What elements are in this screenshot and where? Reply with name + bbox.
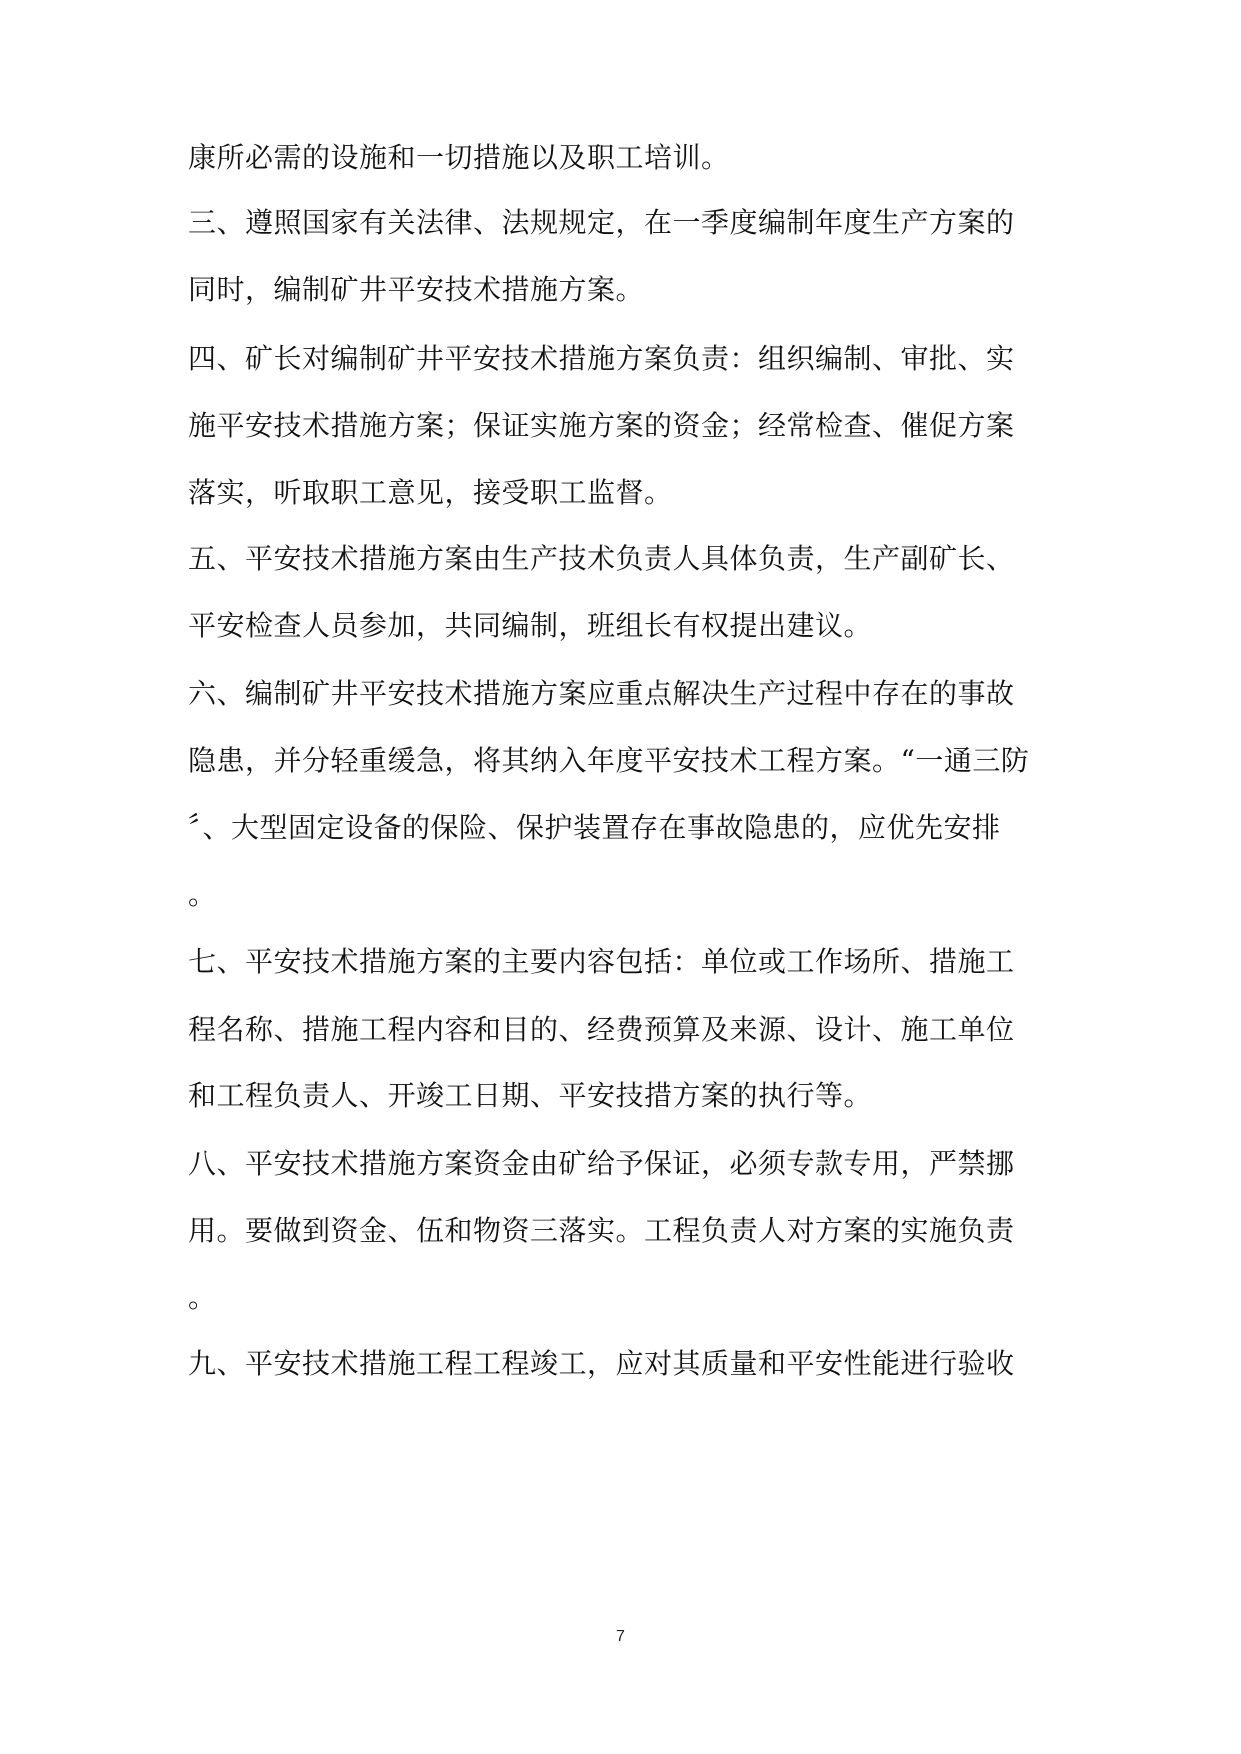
text-line: 隐患，并分轻重缓急，将其纳入年度平安技术工程方案。“一通三防 — [188, 744, 1030, 777]
text-line: 施平安技术措施方案；保证实施方案的资金；经常检查、催促方案 — [188, 409, 1015, 442]
text-line: 用。要做到资金、伍和物资三落实。工程负责人对方案的实施负责 — [188, 1214, 1015, 1247]
text-line: 同时，编制矿井平安技术措施方案。 — [188, 273, 645, 306]
text-line: 和工程负责人、开竣工日期、平安技措方案的执行等。 — [188, 1079, 873, 1112]
text-line: 程名称、措施工程内容和目的、经费预算及来源、设计、施工单位 — [188, 1013, 1015, 1046]
text-line: 平安检查人员参加，共同编制，班组长有权提出建议。 — [188, 609, 873, 642]
text-line: 康所必需的设施和一切措施以及职工培训。 — [188, 141, 730, 174]
text-line: 八、平安技术措施方案资金由矿给予保证，必须专款专用，严禁挪 — [188, 1147, 1015, 1180]
text-line: 五、平安技术措施方案由生产技术负责人具体负责，生产副矿长、 — [188, 542, 1015, 575]
text-line: 三、遵照国家有关法律、法规规定，在一季度编制年度生产方案的 — [188, 206, 1015, 239]
text-line: 。 — [188, 878, 217, 911]
text-line: 九、平安技术措施工程工程竣工，应对其质量和平安性能进行验收 — [188, 1347, 1015, 1380]
page-number: 7 — [616, 1628, 625, 1645]
text-line: 。 — [188, 1281, 217, 1314]
text-line: 六、编制矿井平安技术措施方案应重点解决生产过程中存在的事故 — [188, 677, 1015, 710]
text-line: 落实，听取职工意见，接受职工监督。 — [188, 476, 673, 509]
text-line: 〞、大型固定设备的保险、保护装置存在事故隐患的，应优先安排 — [188, 811, 1001, 844]
text-line: 四、矿长对编制矿井平安技术措施方案负责：组织编制、审批、实 — [188, 342, 1015, 375]
text-line: 七、平安技术措施方案的主要内容包括：单位或工作场所、措施工 — [188, 945, 1015, 978]
